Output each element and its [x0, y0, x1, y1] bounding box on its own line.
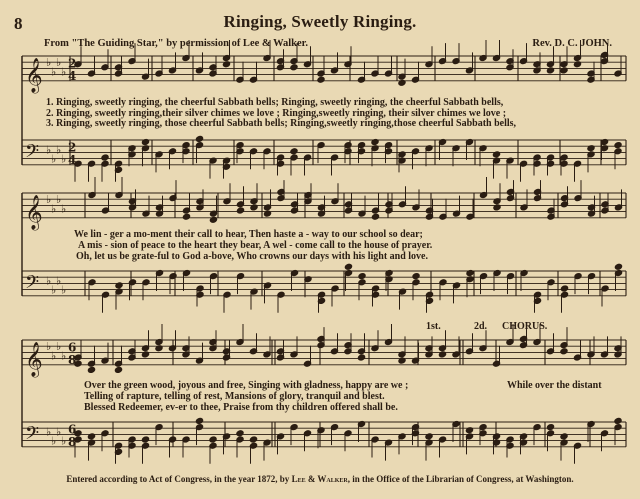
svg-text:♭: ♭ — [46, 274, 52, 288]
chorus-lyric: While over the distant — [507, 380, 602, 391]
svg-text:♭: ♭ — [56, 143, 62, 157]
svg-text:♭: ♭ — [46, 193, 52, 207]
svg-text:♭: ♭ — [61, 202, 67, 216]
svg-text:6: 6 — [68, 340, 77, 355]
svg-text:♭: ♭ — [56, 340, 62, 354]
svg-text:6: 6 — [68, 422, 77, 437]
footer-text-after: , in the Office of the Librarian of Congress, at Washington. — [347, 474, 574, 484]
lyric-verse-1: We lin - ger a mo-ment their call to hear, Then haste a - way to our school so dear; — [74, 229, 423, 240]
svg-text:2: 2 — [68, 140, 77, 155]
svg-text:8: 8 — [68, 434, 77, 449]
second-ending-marker: 2d. — [474, 321, 488, 332]
svg-text:♭: ♭ — [51, 202, 57, 216]
first-ending-marker: 1st. — [426, 321, 441, 332]
lyric-verse-2: A mis - sion of peace to the heart they bear, A wel - come call to the house of prayer. — [78, 240, 433, 251]
lyric-verse-1: 1. Ringing, sweetly ringing, the cheerful Sabbath bells; Ringing, sweetly ringing, the cheerful Sabbath bells, — [46, 97, 504, 108]
svg-text:♭: ♭ — [56, 193, 62, 207]
svg-text:♭: ♭ — [51, 152, 57, 166]
lyric-verse-2: 2. Ringing, sweetly ringing,their silver chimes we love ; Ringing,sweetly ringing, their silver chimes we love ; — [46, 108, 507, 119]
hymn-title: Ringing, Sweetly Ringing. — [223, 12, 417, 31]
svg-text:𝄢: 𝄢 — [25, 423, 40, 449]
footer-publisher: Lee & Walker — [291, 474, 348, 484]
svg-text:2: 2 — [68, 56, 77, 71]
svg-text:4: 4 — [68, 68, 77, 83]
svg-text:𝄢: 𝄢 — [25, 272, 40, 298]
footer-text-before: Entered according to Act of Congress, in the year 1872, by — [66, 474, 292, 484]
svg-text:♭: ♭ — [51, 349, 57, 363]
copyright-footer — [0, 474, 640, 484]
lyric-verse-2: Telling of rapture, telling of rest, Mansions of glory, tranquil and blest. — [84, 391, 385, 402]
svg-text:♭: ♭ — [46, 143, 52, 157]
chorus-marker: CHORUS. — [502, 321, 548, 332]
svg-text:𝄞: 𝄞 — [25, 194, 43, 230]
svg-text:♭: ♭ — [46, 56, 52, 70]
svg-text:♭: ♭ — [51, 283, 57, 297]
svg-text:♭: ♭ — [61, 283, 67, 297]
lyric-verse-3: Oh, let us be grate-ful to God a-bove, Who crowns our days with his light and love. — [76, 251, 428, 262]
svg-text:𝄞: 𝄞 — [25, 341, 43, 377]
svg-text:♭: ♭ — [61, 349, 67, 363]
svg-text:♭: ♭ — [46, 340, 52, 354]
page-number: 8 — [14, 14, 23, 33]
svg-text:♭: ♭ — [56, 56, 62, 70]
source-credit: From "The Guiding Star," by permission of Lee & Walker. — [44, 38, 308, 49]
svg-text:♭: ♭ — [61, 65, 67, 79]
svg-text:♭: ♭ — [51, 434, 57, 448]
lyric-verse-3: Blessed Redeemer, ev-er to thee, Praise from thy children offered shall be. — [84, 402, 398, 413]
svg-text:𝄞: 𝄞 — [25, 57, 43, 93]
svg-text:♭: ♭ — [51, 65, 57, 79]
svg-text:𝄢: 𝄢 — [25, 141, 40, 167]
svg-text:4: 4 — [68, 152, 77, 167]
svg-text:8: 8 — [68, 352, 77, 367]
author-credit: Rev. D. C. JOHN. — [532, 38, 612, 49]
svg-text:♭: ♭ — [61, 152, 67, 166]
lyric-verse-3: 3. Ringing, sweetly ringing, those cheerful Sabbath bells; Ringing,sweetly ringing,those cheerful Sabbath bells, — [46, 118, 517, 129]
svg-text:♭: ♭ — [61, 434, 67, 448]
svg-text:♭: ♭ — [56, 425, 62, 439]
svg-text:♭: ♭ — [46, 425, 52, 439]
lyric-verse-1: Over the green wood, joyous and free, Singing with gladness, happy are we ; — [84, 380, 409, 391]
svg-text:♭: ♭ — [56, 274, 62, 288]
